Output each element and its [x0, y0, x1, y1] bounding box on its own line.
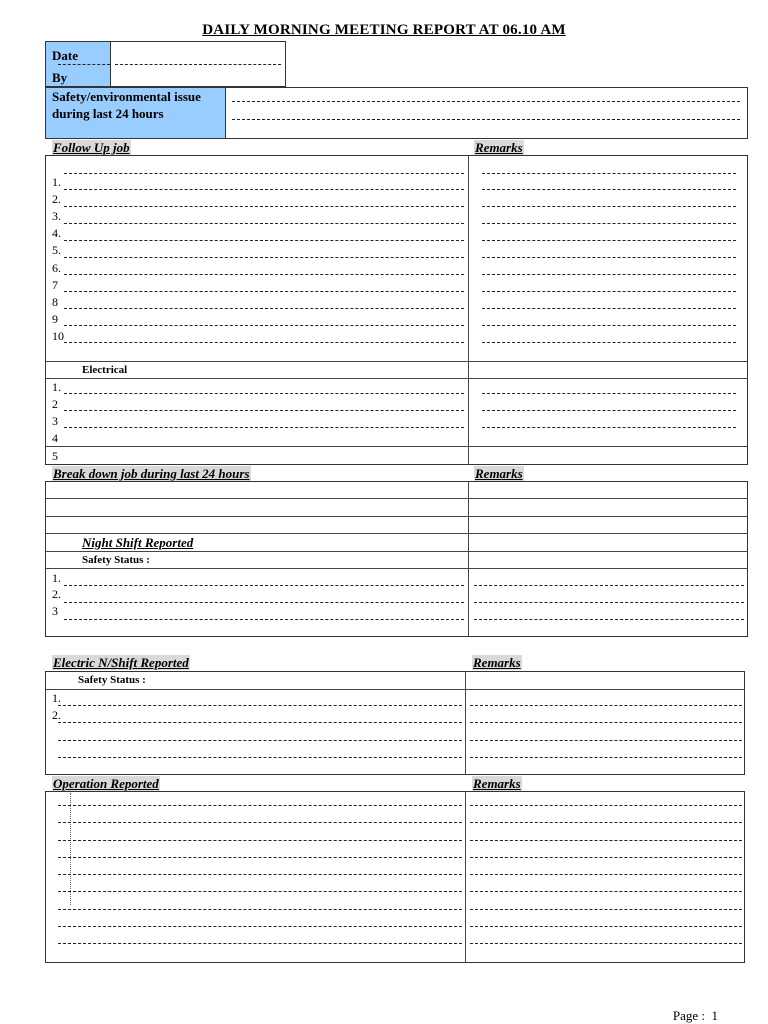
follow-up-line: [64, 342, 464, 343]
follow-up-number: 7: [52, 278, 58, 292]
operation-line: [58, 805, 462, 806]
remarks-line: [474, 585, 744, 586]
electric-shift-line: [58, 705, 462, 706]
remarks-line: [470, 857, 742, 858]
breakdown-remarks-heading: Remarks: [475, 466, 523, 481]
page-number-value: 1: [711, 1008, 718, 1023]
remarks-line: [482, 325, 736, 326]
operation-column-divider: [465, 791, 466, 963]
remarks-line: [470, 909, 742, 910]
breakdown-row-divider: [45, 533, 748, 534]
follow-up-number: 1.: [52, 175, 61, 189]
remarks-line: [482, 206, 736, 207]
date-input-line: [115, 64, 281, 65]
follow-up-row-divider: [45, 446, 748, 447]
electric-shift-row-divider: [45, 689, 745, 690]
remarks-line: [482, 308, 736, 309]
electric-shift-remarks-heading: Remarks: [473, 655, 521, 670]
follow-up-line: [64, 206, 464, 207]
electrical-number: 5: [52, 449, 58, 463]
remarks-line: [482, 393, 736, 394]
remarks-line: [470, 926, 742, 927]
remarks-line: [470, 805, 742, 806]
operation-line: [58, 857, 462, 858]
remarks-line: [474, 602, 744, 603]
follow-up-row-divider: [45, 378, 748, 379]
operation-heading: Operation Reported: [53, 776, 159, 791]
follow-up-number: 5.: [52, 243, 61, 257]
breakdown-heading: Break down job during last 24 hours: [53, 466, 250, 481]
follow-up-number: 2.: [52, 192, 61, 206]
operation-line: [58, 840, 462, 841]
follow-up-line: [64, 427, 464, 428]
follow-up-number: 4.: [52, 226, 61, 240]
follow-up-line: [64, 189, 464, 190]
follow-up-number: 6.: [52, 261, 61, 275]
follow-up-row-divider: [45, 361, 748, 362]
breakdown-number: 3: [52, 604, 58, 618]
remarks-line: [470, 722, 742, 723]
electric-shift-table: [45, 671, 745, 775]
remarks-line: [474, 619, 744, 620]
breakdown-line: [64, 602, 464, 603]
electric-shift-line: [58, 722, 462, 723]
operation-line: [58, 926, 462, 927]
date-divider: [58, 64, 110, 65]
remarks-line: [470, 740, 742, 741]
safety-line: [232, 119, 740, 120]
remarks-line: [482, 291, 736, 292]
remarks-line: [482, 173, 736, 174]
breakdown-column-divider: [468, 481, 469, 637]
operation-line: [58, 822, 462, 823]
remarks-line: [482, 342, 736, 343]
remarks-line: [470, 943, 742, 944]
remarks-line: [482, 257, 736, 258]
follow-up-heading: Follow Up job: [53, 140, 130, 155]
breakdown-table: [45, 481, 748, 637]
page-number: [673, 1008, 718, 1024]
follow-up-line: [64, 274, 464, 275]
operation-line: [58, 943, 462, 944]
electric-shift-number: 1.: [52, 691, 61, 705]
follow-up-table: [45, 155, 748, 465]
follow-up-remarks-heading: Remarks: [475, 140, 523, 155]
safety-label: Safety/environmental issue during last 24 hours: [52, 89, 201, 121]
breakdown-number: 1.: [52, 571, 61, 585]
electric-shift-number: 2.: [52, 708, 61, 722]
remarks-line: [470, 891, 742, 892]
remarks-line: [482, 410, 736, 411]
follow-up-line: [64, 240, 464, 241]
follow-up-number: 8: [52, 295, 58, 309]
remarks-line: [470, 840, 742, 841]
follow-up-line: [64, 308, 464, 309]
follow-up-number: 3.: [52, 209, 61, 223]
date-label: Date: [52, 48, 78, 63]
follow-up-number: 10: [52, 329, 64, 343]
electrical-number: 1.: [52, 380, 61, 394]
follow-up-line: [64, 223, 464, 224]
breakdown-line: [64, 619, 464, 620]
electrical-number: 3: [52, 414, 58, 428]
follow-up-line: [64, 393, 464, 394]
operation-line: [58, 891, 462, 892]
operation-remarks-heading: Remarks: [473, 776, 521, 791]
electrical-number: 4: [52, 431, 58, 445]
electric-shift-line: [58, 740, 462, 741]
remarks-line: [470, 757, 742, 758]
night-shift-heading: Night Shift Reported: [82, 535, 194, 550]
electrical-label: Electrical: [82, 364, 128, 376]
remarks-line: [470, 822, 742, 823]
operation-dotted-guide: [70, 793, 71, 905]
remarks-line: [482, 240, 736, 241]
operation-table: [45, 791, 745, 963]
follow-up-line: [64, 173, 464, 174]
safety-value-cell[interactable]: [225, 87, 748, 139]
safety-line: [232, 101, 740, 102]
follow-up-line: [64, 257, 464, 258]
breakdown-row-divider: [45, 551, 748, 552]
follow-up-line: [64, 410, 464, 411]
follow-up-line: [64, 325, 464, 326]
breakdown-row-divider: [45, 516, 748, 517]
by-label: By: [52, 70, 68, 85]
breakdown-row-divider: [45, 498, 748, 499]
electric-shift-column-divider: [465, 671, 466, 775]
breakdown-line: [64, 585, 464, 586]
remarks-line: [482, 274, 736, 275]
follow-up-number: 9: [52, 312, 58, 326]
operation-line: [58, 909, 462, 910]
report-title: DAILY MORNING MEETING REPORT AT 06.10 AM: [202, 22, 566, 38]
remarks-line: [470, 874, 742, 875]
follow-up-line: [64, 291, 464, 292]
electric-shift-heading: Electric N/Shift Reported: [53, 655, 189, 670]
follow-up-column-divider: [468, 155, 469, 465]
remarks-line: [470, 705, 742, 706]
electric-shift-safety-status: Safety Status :: [78, 674, 146, 686]
remarks-line: [482, 427, 736, 428]
electric-shift-line: [58, 757, 462, 758]
electrical-number: 2: [52, 397, 58, 411]
breakdown-number: 2.: [52, 587, 61, 601]
breakdown-safety-status: Safety Status :: [82, 554, 150, 566]
operation-line: [58, 874, 462, 875]
breakdown-row-divider: [45, 568, 748, 569]
remarks-line: [482, 189, 736, 190]
page-label: Page :: [672, 1008, 705, 1023]
remarks-line: [482, 223, 736, 224]
